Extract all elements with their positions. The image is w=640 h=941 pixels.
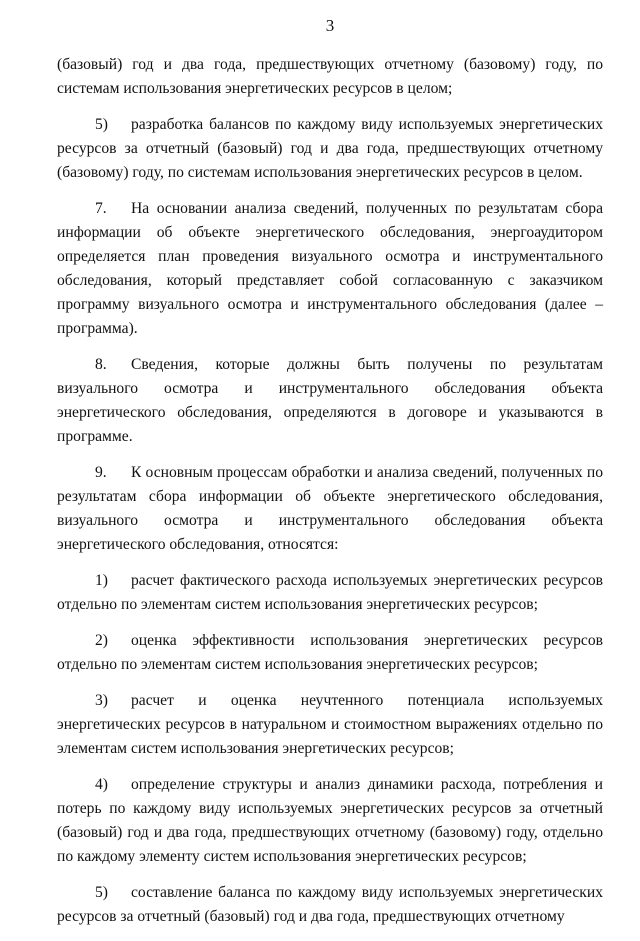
list-item-text: разработка балансов по каждому виду используемых энергетических ресурсов за отчетный (базовый) год и два года, предшествующих отчетному (базовому) году, по системам использования энергетических ресурсов в целом. [57, 116, 603, 181]
list-item-text: составление баланса по каждому виду используемых энергетических ресурсов за отчетный (базовый) год и два года, предшествующих отчетному [57, 884, 603, 925]
list-item-number: 4) [95, 776, 108, 793]
list-item [57, 773, 603, 869]
list-item [57, 629, 603, 677]
paragraph-number: 7. [95, 200, 107, 217]
paragraph-text: На основании анализа сведений, полученных по результатам сбора информации об объекте энергетического обследования, энергоаудитором определяется план проведения визуального осмотра и инструментального обследования, который представляет собой согласованную с заказчиком программу визуального осмотра и инструментального обследования (далее – программа). [57, 200, 603, 337]
list-item-number: 3) [95, 692, 108, 709]
list-item-number: 5) [95, 116, 108, 133]
list-item [57, 113, 603, 185]
paragraph-text: (базовый) год и два года, предшествующих отчетному (базовому) году, по системам использования энергетических ресурсов в целом; [57, 56, 603, 97]
list-item-number: 1) [95, 572, 108, 589]
list-item-number: 5) [95, 884, 108, 901]
paragraph-number: 8. [95, 356, 107, 373]
paragraph-number: 9. [95, 464, 107, 481]
paragraph-text: Сведения, которые должны быть получены по результатам визуального осмотра и инструментального обследования объекта энергетического обследования, определяются в договоре и указываются в программе. [57, 356, 603, 445]
list-item-text: расчет и оценка неучтенного потенциала используемых энергетических ресурсов в натуральном и стоимостном выражениях отдельно по элементам систем использования энергетических ресурсов; [57, 692, 603, 757]
numbered-paragraph [57, 461, 603, 557]
page-number: 3 [325, 16, 335, 35]
list-item-text: оценка эффективности использования энергетических ресурсов отдельно по элементам систем использования энергетических ресурсов; [57, 632, 603, 673]
numbered-paragraph [57, 197, 603, 341]
list-item-number: 2) [95, 632, 108, 649]
list-item [57, 569, 603, 617]
list-item-text: определение структуры и анализ динамики расхода, потребления и потерь по каждому виду используемых энергетических ресурсов за отчетный (базовый) год и два года, предшествующих отчетному (базовому) году, отдельно по каждому элементу систем использования энергетических ресурсов; [57, 776, 603, 865]
paragraph-continuation [57, 53, 603, 101]
list-item-text: расчет фактического расхода используемых энергетических ресурсов отдельно по элементам систем использования энергетических ресурсов; [57, 572, 603, 613]
numbered-paragraph [57, 353, 603, 449]
document-page [57, 14, 603, 941]
list-item [57, 881, 603, 929]
paragraph-text: К основным процессам обработки и анализа сведений, полученных по результатам сбора информации об объекте энергетического обследования, визуального осмотра и инструментального обследования объекта энергетического обследования, относятся: [57, 464, 603, 553]
list-item [57, 689, 603, 761]
